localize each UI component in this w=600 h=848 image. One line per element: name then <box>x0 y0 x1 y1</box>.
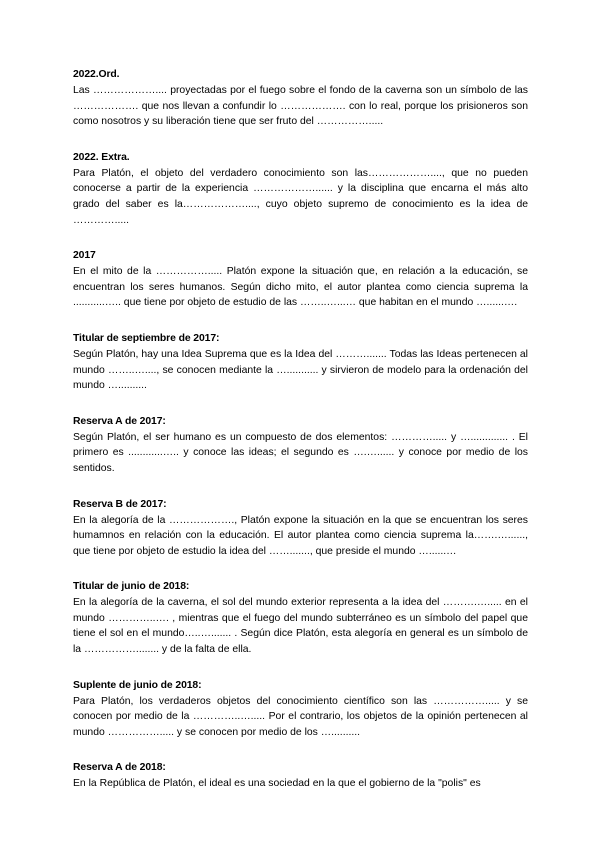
exercise-heading: Suplente de junio de 2018: <box>73 679 202 691</box>
exercise-text: Para Platón, el objeto del verdadero conocimiento son las………………...., que no pueden conocerse a partir de la experiencia ………………...... y la disciplina que encarna el más alto grado del saber es la………………...., cuyo objeto supremo de conocimiento es la idea de …………..... <box>73 167 528 226</box>
exercise-heading: Reserva A de 2018: <box>73 762 166 774</box>
exercise-text: En la República de Platón, el ideal es una sociedad en la que el gobierno de la "polis" es <box>73 778 481 790</box>
exercise-text: En el mito de la ……………..... Platón expone la situación que, en relación a la educación, se encuentran los seres humanos. Según dicho mito, el autor plantea como ciencia suprema la ...........….. que tiene por objeto de estudio de las ……..…...… que habitan en el mundo …......…. <box>73 266 528 309</box>
exercise-heading: Reserva A de 2017: <box>73 415 166 427</box>
document-body <box>73 67 528 812</box>
exercise-heading: 2017 <box>73 250 96 262</box>
exercise-text: Según Platón, hay una Idea Suprema que es la Idea del ………....... Todas las Ideas pertenecen al mundo ……..…...., se conocen mediante la …........... y sirvieron de modelo para la ordenación del mundo ….......... <box>73 348 528 392</box>
exercise-text: Las ……………….... proyectadas por el fuego sobre el fondo de la caverna son un símbolo de las ………………. que nos llevan a confundir lo ………………. con lo real, porque los prisioneros son como nosotros y su liberación tiene que ser fruto del ……………..... <box>73 85 528 128</box>
exercise-2017 <box>73 248 528 311</box>
exercise-heading: 2022.Ord. <box>73 69 120 80</box>
exercise-heading: Titular de junio de 2018: <box>73 581 190 593</box>
exercise-suplente-junio-2018 <box>73 678 528 741</box>
exercise-text: En la alegoría de la caverna, el sol del mundo exterior representa a la idea del ……….…..... en el mundo …………..…. , mientras que el fuego del mundo subterráneo es un símbolo del papel que tiene el sol en el mundo…..…....... . Según dice Platón, esta alegoría en general es un símbolo de la ……………........ y de la falta de ella. <box>73 597 528 656</box>
exercise-titular-junio-2018 <box>73 579 528 657</box>
exercise-text: Según Platón, el ser humano es un compuesto de dos elementos: …………..... y …............. . El primero es ............….. y conoce las ideas; el segundo es ….…...... y conoce por medio de los sentidos. <box>73 431 528 474</box>
exercise-reserva-b-2017 <box>73 497 528 560</box>
exercise-2022-ord <box>73 67 528 130</box>
exercise-heading: 2022. Extra. <box>73 151 130 163</box>
exercise-reserva-a-2018 <box>73 760 528 792</box>
exercise-text: Para Platón, los verdaderos objetos del conocimiento científico son las ……………..... y se conocen por medio de la …………..…..... Por el contrario, los objetos de la opinión pertenecen al mundo ……………..... y se conocen por medio de los ….......... <box>73 695 528 738</box>
exercise-titular-sept-2017 <box>73 331 528 394</box>
exercise-heading: Reserva B de 2017: <box>73 498 167 510</box>
exercise-heading: Titular de septiembre de 2017: <box>73 332 220 344</box>
exercise-text: En la alegoría de la ………………., Platón expone la situación en la que se encuentran los seres humamnos en relación con la educación. El autor plantea como ciencia suprema la…….…......, que tiene por objeto de estudio la idea del ……......., que preside el mundo …......… <box>73 514 528 557</box>
exercise-2022-extra <box>73 150 528 228</box>
exercise-reserva-a-2017 <box>73 414 528 477</box>
